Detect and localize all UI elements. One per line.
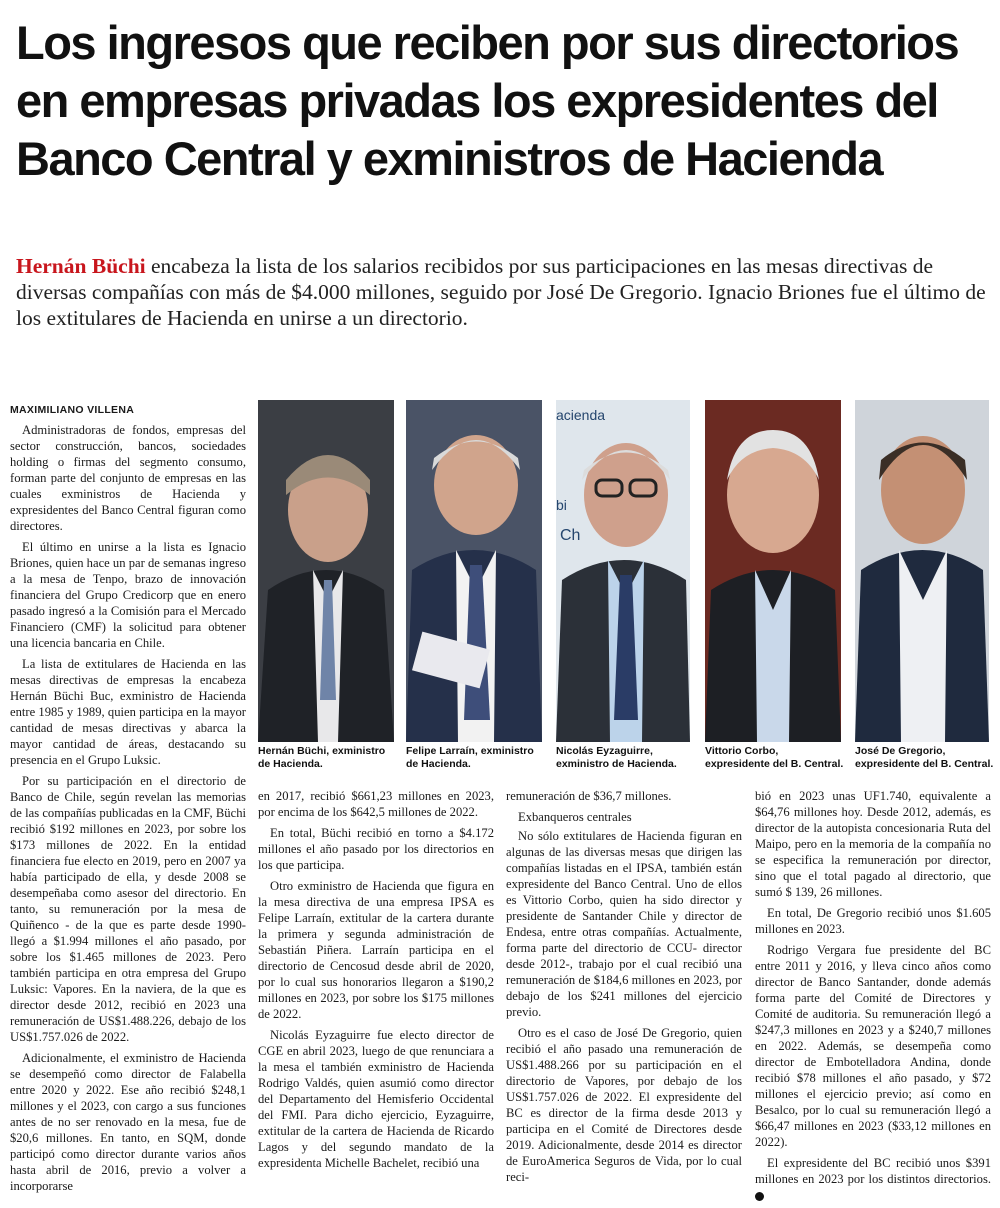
photo-jose-de-gregorio (855, 400, 989, 742)
paragraph: El último en unirse a la lista es Ignacio Briones, quien hace un par de semanas ingreso a la mesa de Tenpo, brazo de innovación financiera del Grupo Credicorp que en enero pasado ingresó a la Comisión para el Mercado Financiero (CMF) la solicitud para obtener una licencia bancaria en Chile. (10, 540, 246, 650)
column-1 (10, 402, 246, 1199)
paragraph: La lista de extitulares de Hacienda en las mesas directivas de empresas la encabeza Hernán Büchi Buc, exministro de Hacienda entre 1985 y 1989, quien participa en la mayor cantidad de mesas directivas y abarca la mayor cantidad de áreas, destacando su presencia en el Grupo Luksic. (10, 657, 246, 767)
paragraph: Administradoras de fondos, empresas del sector construcción, bancos, sociedades holding o firmas del segmento consumo, forman parte del conjunto de empresas en las cuales exministros de Hacienda y expresidentes del Banco Central figuran como directores. (10, 423, 246, 533)
paragraph: En total, Büchi recibió en torno a $4.172 millones el año pasado por los directorios en los que participa. (258, 826, 494, 872)
photo-caption: Nicolás Eyzaguirre, exministro de Hacienda. (556, 745, 677, 770)
svg-text:acienda: acienda (556, 407, 606, 423)
photo-caption: Felipe Larraín, exministro de Hacienda. (406, 745, 534, 770)
paragraph: Otro es el caso de José De Gregorio, quien recibió el año pasado una remuneración de US$1.488.266 por su participación en el directorio de Vapores, por debajo de los US$1.757.026 de 2022. El expresidente del BC es director de la firma desde 2013 y participa en el Comité de Directores desde 2019. Adicionalmente, desde 2014 es director de EuroAmerica Seguros de Vida, por lo cual reci- (506, 1026, 742, 1184)
subhead: Exbanqueros centrales (518, 810, 632, 824)
column-4 (755, 788, 991, 1208)
lead-text: encabeza la lista de los salarios recibidos por sus participaciones en las mesas directivas de diversas compañías con más de $4.000 millones, seguido por José De Gregorio. Ignacio Briones fue el último de los extitulares de Hacienda en unirse a un directorio. (16, 254, 986, 330)
photo-hernan-buchi (258, 400, 394, 742)
svg-text:Ch: Ch (560, 527, 581, 544)
paragraph: en 2017, recibió $661,23 millones en 2023, por encima de los $642,5 millones de 2022. (258, 789, 494, 819)
svg-text:bi: bi (556, 497, 567, 513)
photo-nicolas-eyzaguirre (556, 400, 690, 742)
paragraph: bió en 2023 unas UF1.740, equivalente a $64,76 millones hoy. Desde 2012, además, es director de la autopista concesionaria Ruta del Maipo, pero en la memoria de la compañía no se especifica la remuneración por director, sino que el total pagado al directorio, que sumó $ 139, 26 millones. (755, 789, 991, 899)
paragraph: En total, De Gregorio recibió unos $1.605 millones en 2023. (755, 906, 991, 936)
paragraph: Por su participación en el directorio de Banco de Chile, según revelan las memorias de las compañías publicadas en la CMF, Büchi recibió $192 millones en 2023, por sobre los $173 millones de 2022. En la entidad financiera fue electo en 2019, pero en 2007 ya había participado de ella, y desde 2008 se desempeñaba como asesor del directorio. En tanto, su remuneración por la mesa de Quiñenco - de la que es parte desde 1990- llegó a $1.994 millones el año pasado, por sobre los $1.465 millones de 2023. Pero también participa en otra empresa del Grupo Luksic: Vapores. En la naviera, de la que es director desde 2012, recibió en 2023 una remuneración de US$1.488.226, debajo de los US$1.757.026 de 2022. (10, 774, 246, 1044)
paragraph: Adicionalmente, el exministro de Hacienda se desempeñó como director de Falabella entre 2020 y 2022. Ese año recibió $248,1 millones y el 2023, con cargo a sus funciones antes de no ser renovado en la mesa, fue de $20,6 millones. En tanto, en SQM, donde participó como director durante varios años hasta abril de 2016, previo a volver a incorporarse (10, 1051, 246, 1193)
column-3 (506, 788, 742, 1190)
paragraph (755, 1155, 991, 1203)
photo-felipe-larrain (406, 400, 542, 742)
photo-caption: Vittorio Corbo, expresidente del B. Central. (705, 745, 844, 770)
paragraph: remuneración de $36,7 millones. (506, 789, 672, 803)
byline: MAXIMILIANO VILLENA (10, 404, 135, 416)
paragraph: Rodrigo Vergara fue presidente del BC entre 2011 y 2016, y lleva cinco años como director de Banco Santander, donde además forma parte del Comité de Directores y Comité de auditoria. Su remuneración llegó a $247,3 millones en 2023 y a $240,7 millones en 2022. Además, se desempeña como director de Embotelladora Andina, donde recibió $78 millones el año pasado, y $72 millones el ejercicio previo; así como en Besalco, por lo cual su remuneración llegó a $66,47 millones en 2023 ($33,12 millones en 2022). (755, 943, 991, 1149)
paragraph: Nicolás Eyzaguirre fue electo director de CGE en abril 2023, luego de que renunciara a la mesa el también exministro de Hacienda Rodrigo Valdés, quien asumió como director del Departamento del Hemisferio Occidental del FMI. Para dicho ejercicio, Eyzaguirre, extitular de la cartera de Hacienda de Ricardo Lagos y del segundo mandato de la expresidenta Michelle Bachelet, recibió una (258, 1028, 494, 1170)
photo-vittorio-corbo (705, 400, 841, 742)
photo-caption: Hernán Büchi, exministro de Hacienda. (258, 745, 386, 770)
headline: Los ingresos que reciben por sus directorios en empresas privadas los expresidentes del Banco Central y exministros de Hacienda (16, 16, 959, 185)
closing-text: El expresidente del BC recibió unos $391 millones en 2023 por los distintos directorios. (755, 1156, 991, 1186)
lead-paragraph (16, 253, 991, 331)
photo-caption: José De Gregorio, expresidente del B. Central. (855, 745, 994, 770)
end-mark-icon: P (755, 1192, 764, 1201)
column-2 (258, 788, 494, 1176)
paragraph: Otro exministro de Hacienda que figura en la mesa directiva de una empresa IPSA es Felipe Larraín, extitular de la cartera durante la primera y segunda administración de Sebastián Piñera. Larraín participa en el directorio de Cencosud desde abril de 2020, por lo cual sus honorarios llegaron a $190,2 millones en 2023, por sobre los $175 millones de 2022. (258, 879, 494, 1021)
lead-name: Hernán Büchi (16, 254, 146, 278)
paragraph: No sólo extitulares de Hacienda figuran en algunas de las diversas mesas que dirigen las compañías listadas en el IPSA, también están expresidente del Banco Central. Uno de ellos es Vittorio Corbo, quien ha sido director y presidente de Santander Chile y director de Endesa, entre otras compañías. Actualmente, forma parte del directorio de CCU- director desde 2012-, trabajo por el cual recibió una remuneración de $184,6 millones en 2023, por debajo de los $241 millones del ejercicio previo. (506, 829, 742, 1019)
